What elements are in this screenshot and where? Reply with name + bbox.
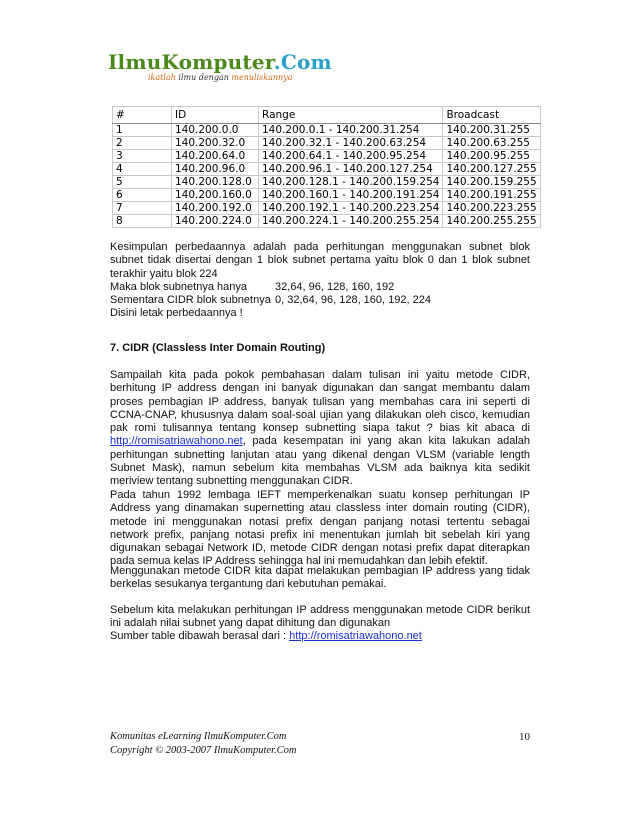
table-row [113,163,541,176]
subnet-blocks-row [110,281,530,294]
header-range: Range [259,107,443,124]
tagline-part-a: ikatlah [148,73,176,82]
table-row [113,150,541,163]
logo-wordmark [108,50,332,74]
cell-range: 140.200.32.1 - 140.200.63.254 [259,137,443,150]
paragraph-text: Sampailah kita pada pokok pembahasan dalam tulisan ini yaitu metode CIDR, berhitung IP address dengan ini banyak digunakan dan sangat membantu dalam proses pembagian IP address, banyak tulisan yang membahas cara ini seperti di CCNA-CNAP, khususnya dalam soal-soal ujian yang dilakukan oleh cisco, kemudian pak romi tulisannya tentang konsep subnetting siapa takut ? bias kit abaca di [110,369,530,435]
section-paragraph-3: Menggunakan metode CIDR kita dapat melakukan pembagian IP address yang tidak berkelas sesukanya tergantung dari kebutuhan pemakai. [110,565,530,591]
cell-range: 140.200.96.1 - 140.200.127.254 [259,163,443,176]
cell-number: 5 [113,176,172,189]
footer-community: Komunitas eLearning IlmuKomputer.Com [110,731,287,742]
paragraph-text: , pada kesempatan ini yang akan kita lakukan adalah perhitungan subnetting lanjutan atau yang dikenal dengan VLSM (variable length Subnet Mask), namun sebelum kita membahas VLSM ada baiknya kita sedikit meriview tentang subnetting menggunakan CIDR. [110,435,530,488]
cell-id: 140.200.0.0 [172,124,259,137]
cell-broadcast: 140.200.127.255 [443,163,540,176]
cell-number: 7 [113,202,172,215]
section-paragraph-1 [110,369,530,489]
cell-range: 140.200.64.1 - 140.200.95.254 [259,150,443,163]
section-paragraph-4: Sebelum kita melakukan perhitungan IP address menggunakan metode CIDR berikut ini adalah nilai subnet yang dapat dihitung dan digunakan [110,604,530,630]
cell-range: 140.200.192.1 - 140.200.223.254 [259,202,443,215]
cell-broadcast: 140.200.159.255 [443,176,540,189]
section-paragraph-2: Pada tahun 1992 lembaga IEFT memperkenalkan suatu konsep perhitungan IP Address yang dinamakan supernetting atau classless inter domain routing (CIDR), metode ini menggunakan notasi prefix dengan panjang notasi tertentu sebagai network prefix, panjang notasi prefix ini menentukan jumlah bit sebelah kiri yang digunakan sebagai Network ID, metode CIDR dengan notasi prefix dapat diterapkan pada semua kelas IP Address sehingga hal ini memudahkan dan lebih efektif. [110,489,530,568]
cell-broadcast: 140.200.191.255 [443,189,540,202]
source-link[interactable]: http://romisatriawahono.net [289,630,422,642]
table-header-row [113,107,541,124]
cell-broadcast: 140.200.95.255 [443,150,540,163]
source-label: Sumber table dibawah berasal dari : [110,630,290,642]
site-logo [108,50,332,82]
conclusion-paragraph: Kesimpulan perbedaannya adalah pada perhitungan menggunakan subnet blok subnet tidak disertai dengan 1 blok subnet pertama yaitu blok 0 dan 1 blok subnet terakhir yaitu blok 224 [110,241,530,280]
cell-number: 8 [113,215,172,228]
cell-id: 140.200.32.0 [172,137,259,150]
source-line [110,630,530,643]
cell-number: 6 [113,189,172,202]
cell-broadcast: 140.200.63.255 [443,137,540,150]
cell-id: 140.200.160.0 [172,189,259,202]
cell-id: 140.200.192.0 [172,202,259,215]
table-row [113,189,541,202]
cell-range: 140.200.0.1 - 140.200.31.254 [259,124,443,137]
cell-id: 140.200.224.0 [172,215,259,228]
cell-number: 1 [113,124,172,137]
row-value: 32,64, 96, 128, 160, 192 [275,280,395,293]
conclusion-closing: Disini letak perbedaannya ! [110,307,243,320]
cidr-blocks-row [110,294,530,307]
romi-link[interactable]: http://romisatriawahono.net [110,435,243,448]
cell-broadcast: 140.200.31.255 [443,124,540,137]
cell-id: 140.200.96.0 [172,163,259,176]
cell-broadcast: 140.200.223.255 [443,202,540,215]
cell-number: 2 [113,137,172,150]
conclusion-block [110,241,530,321]
footer-copyright: Copyright © 2003-2007 IlmuKomputer.Com [110,745,297,756]
table-row [113,176,541,189]
cell-broadcast: 140.200.255.255 [443,215,540,228]
logo-tagline [148,73,332,82]
row-label: Maka blok subnetnya hanya [110,280,247,293]
page-number: 10 [519,731,530,743]
cell-range: 140.200.128.1 - 140.200.159.254 [259,176,443,189]
cell-number: 4 [113,163,172,176]
tagline-part-c: menuliskannya [231,73,293,82]
row-label: Sementara CIDR blok subnetnya [110,294,271,307]
cell-range: 140.200.160.1 - 140.200.191.254 [259,189,443,202]
cell-id: 140.200.64.0 [172,150,259,163]
page-footer [110,730,530,758]
table-row [113,137,541,150]
cell-number: 3 [113,150,172,163]
row-value: 0, 32,64, 96, 128, 160, 192, 224 [275,294,431,307]
subnet-table [112,106,541,228]
table-row [113,124,541,137]
cell-range: 140.200.224.1 - 140.200.255.254 [259,215,443,228]
table-row [113,202,541,215]
tagline-part-b: ilmu dengan [178,73,229,82]
header-number: # [113,107,172,124]
cell-id: 140.200.128.0 [172,176,259,189]
section-heading: 7. CIDR (Classless Inter Domain Routing) [110,342,326,354]
logo-domain: .Com [273,50,332,74]
logo-name: IlmuKomputer [108,50,274,74]
header-broadcast: Broadcast [443,107,540,124]
header-id: ID [172,107,259,124]
table-row [113,215,541,228]
